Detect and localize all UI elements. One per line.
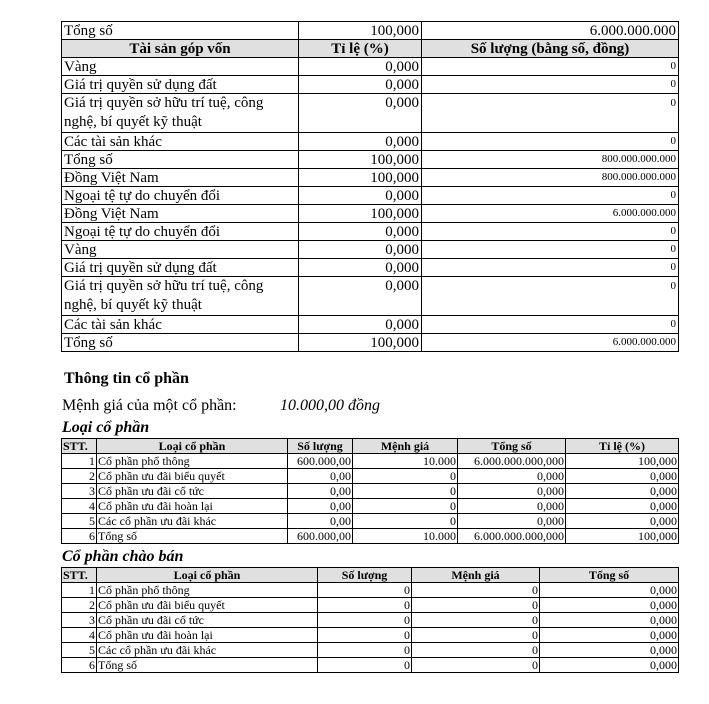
- table-row: [62, 484, 679, 499]
- header-total: Tổng số: [458, 439, 566, 454]
- cell-label: Tổng số: [62, 22, 299, 40]
- cell-quantity: 0: [318, 658, 412, 673]
- header-quantity: Số lượng: [318, 568, 412, 583]
- cell-quantity: 0,00: [288, 514, 353, 529]
- cell-type: Các cổ phần ưu đãi khác: [97, 643, 318, 658]
- cell-quantity: 0: [318, 628, 412, 643]
- cell-total: 0,000: [458, 514, 566, 529]
- table-row: [62, 277, 679, 316]
- cell-label: Ngoại tệ tự do chuyển đổi: [62, 223, 299, 241]
- header-par: Mệnh giá: [353, 439, 458, 454]
- cell-amount: 0: [422, 133, 679, 151]
- cell-stt: 5: [62, 514, 97, 529]
- share-types-table: [61, 438, 679, 544]
- cell-type: Cổ phần ưu đãi biểu quyết: [97, 469, 288, 484]
- cell-par: 10.000: [353, 529, 458, 544]
- offered-shares-title: Cổ phần chào bán: [62, 548, 184, 565]
- cell-ratio: 100,000: [566, 454, 679, 469]
- cell-par: 0: [412, 658, 540, 673]
- cell-par: 10.000: [353, 454, 458, 469]
- cell-par: 0: [353, 469, 458, 484]
- cell-label: Đồng Việt Nam: [62, 205, 299, 223]
- cell-par: 0: [412, 628, 540, 643]
- table-row: [62, 223, 679, 241]
- cell-quantity: 0: [318, 643, 412, 658]
- table-row: [62, 583, 679, 598]
- table-row: [62, 76, 679, 94]
- par-value-label: Mệnh giá của một cổ phần:: [62, 397, 237, 414]
- cell-quantity: 600.000,00: [288, 529, 353, 544]
- cell-stt: 6: [62, 529, 97, 544]
- cell-quantity: 0: [318, 583, 412, 598]
- cell-quantity: 0,00: [288, 484, 353, 499]
- cell-quantity: 0: [318, 613, 412, 628]
- cell-type: Cổ phần ưu đãi biểu quyết: [97, 598, 318, 613]
- cell-par: 0: [353, 484, 458, 499]
- header-amount: Số lượng (bằng số, đồng): [422, 40, 679, 58]
- cell-total: 0,000: [540, 643, 679, 658]
- cell-label: Vàng: [62, 241, 299, 259]
- cell-type: Tổng số: [97, 658, 318, 673]
- cell-type: Cổ phần ưu đãi cổ tức: [97, 484, 288, 499]
- cell-stt: 6: [62, 658, 97, 673]
- cell-total: 6.000.000.000,000: [458, 454, 566, 469]
- cell-label: Giá trị quyền sở hữu trí tuệ, công nghệ, bí quyết kỹ thuật: [62, 277, 299, 316]
- cell-percent: 0,000: [299, 223, 422, 241]
- cell-amount: 6.000.000.000: [422, 334, 679, 352]
- cell-label: Các tài sản khác: [62, 133, 299, 151]
- header-percent: Tỉ lệ (%): [299, 40, 422, 58]
- share-types-title: Loại cổ phần: [62, 419, 150, 436]
- cell-par: 0: [412, 613, 540, 628]
- share-info-title: Thông tin cổ phần: [64, 370, 189, 387]
- cell-percent: 0,000: [299, 58, 422, 76]
- header-type: Loại cổ phần: [97, 568, 318, 583]
- cell-percent: 0,000: [299, 241, 422, 259]
- cell-par: 0: [412, 583, 540, 598]
- table-row: [62, 133, 679, 151]
- cell-total: 0,000: [540, 598, 679, 613]
- cell-label: Tổng số: [62, 334, 299, 352]
- cell-total: 0,000: [458, 469, 566, 484]
- cell-quantity: 0,00: [288, 499, 353, 514]
- cell-percent: 0,000: [299, 187, 422, 205]
- cell-stt: 4: [62, 499, 97, 514]
- cell-label: Ngoại tệ tự do chuyển đổi: [62, 187, 299, 205]
- cell-par: 0: [412, 643, 540, 658]
- capital-header-row: [62, 40, 679, 58]
- header-stt: STT.: [62, 568, 97, 583]
- cell-ratio: 100,000: [566, 529, 679, 544]
- table-row: [62, 469, 679, 484]
- cell-amount: 0: [422, 259, 679, 277]
- cell-total: 0,000: [458, 499, 566, 514]
- table-row: [62, 499, 679, 514]
- cell-stt: 1: [62, 454, 97, 469]
- cell-total: 0,000: [540, 583, 679, 598]
- cell-type: Tổng số: [97, 529, 288, 544]
- table-row: [62, 94, 679, 133]
- cell-amount: 800.000.000.000: [422, 169, 679, 187]
- cell-total: 0,000: [540, 628, 679, 643]
- cell-par: 0: [353, 514, 458, 529]
- table-row: [62, 316, 679, 334]
- table-row: [62, 514, 679, 529]
- table-row: [62, 643, 679, 658]
- cell-amount: 0: [422, 58, 679, 76]
- cell-type: Cổ phần ưu đãi hoàn lại: [97, 499, 288, 514]
- cell-type: Cổ phần ưu đãi cổ tức: [97, 613, 318, 628]
- cell-amount: 0: [422, 277, 679, 316]
- cell-label: Giá trị quyền sử dụng đất: [62, 76, 299, 94]
- cell-par: 0: [353, 499, 458, 514]
- cell-percent: 0,000: [299, 277, 422, 316]
- cell-stt: 4: [62, 628, 97, 643]
- cell-amount: 0: [422, 94, 679, 133]
- table-row: [62, 334, 679, 352]
- cell-type: Cổ phần ưu đãi hoàn lại: [97, 628, 318, 643]
- cell-percent: 100,000: [299, 205, 422, 223]
- table-row: [62, 151, 679, 169]
- cell-type: Các cổ phần ưu đãi khác: [97, 514, 288, 529]
- top-total-row: [62, 22, 679, 40]
- offered-shares-table: [61, 567, 679, 673]
- cell-total: 6.000.000.000,000: [458, 529, 566, 544]
- cell-percent: 0,000: [299, 316, 422, 334]
- cell-stt: 5: [62, 643, 97, 658]
- cell-amount: 0: [422, 241, 679, 259]
- cell-label: Các tài sản khác: [62, 316, 299, 334]
- table-row: [62, 529, 679, 544]
- table-row: [62, 241, 679, 259]
- cell-amount: 0: [422, 223, 679, 241]
- cell-stt: 2: [62, 469, 97, 484]
- cell-ratio: 0,000: [566, 514, 679, 529]
- capital-contribution-table: [61, 21, 679, 352]
- cell-total: 0,000: [540, 613, 679, 628]
- cell-par: 0: [412, 598, 540, 613]
- share-types-header-row: [62, 439, 679, 454]
- table-row: [62, 187, 679, 205]
- table-row: [62, 628, 679, 643]
- cell-label: Tổng số: [62, 151, 299, 169]
- table-row: [62, 613, 679, 628]
- cell-stt: 3: [62, 484, 97, 499]
- cell-percent: 0,000: [299, 94, 422, 133]
- cell-label: Giá trị quyền sở hữu trí tuệ, công nghệ, bí quyết kỹ thuật: [62, 94, 299, 133]
- cell-label: Giá trị quyền sử dụng đất: [62, 259, 299, 277]
- cell-amount: 0: [422, 76, 679, 94]
- cell-percent: 0,000: [299, 76, 422, 94]
- par-value: 10.000,00 đồng: [280, 397, 380, 414]
- table-row: [62, 259, 679, 277]
- cell-ratio: 0,000: [566, 484, 679, 499]
- table-row: [62, 598, 679, 613]
- cell-ratio: 0,000: [566, 469, 679, 484]
- table-row: [62, 205, 679, 223]
- cell-percent: 100,000: [299, 22, 422, 40]
- cell-amount: 6.000.000.000: [422, 22, 679, 40]
- header-quantity: Số lượng: [288, 439, 353, 454]
- header-ratio: Tỉ lệ (%): [566, 439, 679, 454]
- cell-ratio: 0,000: [566, 499, 679, 514]
- table-row: [62, 454, 679, 469]
- cell-amount: 0: [422, 316, 679, 334]
- header-stt: STT.: [62, 439, 97, 454]
- cell-percent: 100,000: [299, 151, 422, 169]
- cell-percent: 0,000: [299, 133, 422, 151]
- header-type: Loại cổ phần: [97, 439, 288, 454]
- cell-percent: 100,000: [299, 169, 422, 187]
- cell-label: Đồng Việt Nam: [62, 169, 299, 187]
- cell-amount: 0: [422, 187, 679, 205]
- cell-label: Vàng: [62, 58, 299, 76]
- header-par: Mệnh giá: [412, 568, 540, 583]
- cell-quantity: 600.000,00: [288, 454, 353, 469]
- cell-type: Cổ phần phổ thông: [97, 454, 288, 469]
- header-asset: Tài sản góp vốn: [62, 40, 299, 58]
- cell-percent: 0,000: [299, 259, 422, 277]
- table-row: [62, 658, 679, 673]
- offered-shares-header-row: [62, 568, 679, 583]
- header-total: Tổng số: [540, 568, 679, 583]
- cell-quantity: 0,00: [288, 469, 353, 484]
- table-row: [62, 169, 679, 187]
- cell-total: 0,000: [540, 658, 679, 673]
- table-row: [62, 58, 679, 76]
- cell-stt: 3: [62, 613, 97, 628]
- cell-quantity: 0: [318, 598, 412, 613]
- cell-percent: 100,000: [299, 334, 422, 352]
- cell-amount: 6.000.000.000: [422, 205, 679, 223]
- cell-total: 0,000: [458, 484, 566, 499]
- cell-stt: 1: [62, 583, 97, 598]
- cell-type: Cổ phần phổ thông: [97, 583, 318, 598]
- cell-stt: 2: [62, 598, 97, 613]
- cell-amount: 800.000.000.000: [422, 151, 679, 169]
